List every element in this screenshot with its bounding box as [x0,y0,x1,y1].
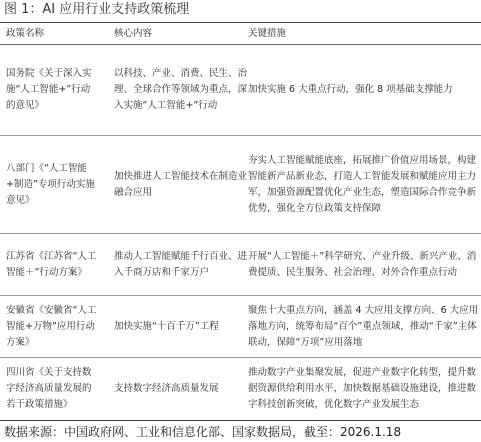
policy-name: 江苏省《江苏省“人工智能＋”行动方案》 [6,250,97,278]
table-row [0,234,481,296]
figure-title: 图 1：AI 应用行业支持政策梳理 [4,2,190,17]
header-policy-name-text: 政策名称 [6,27,45,39]
core-content-cell [114,136,254,233]
key-measures-cell [248,45,480,135]
policy-name: 四川省《关于支持数字经济高质量发展的若干政策措施》 [6,367,92,410]
policy-name-cell [6,296,98,357]
header-core-content-text: 核心内容 [114,27,153,39]
core-content: 加快推进人工智能技术在制造业融合应用 [114,170,248,198]
policy-name-cell [6,45,98,135]
key-measures-cell [248,234,480,295]
core-content-cell [114,234,254,295]
policy-name: 国务院《关于深入实施“人工智能+”行动的意见》 [6,68,92,111]
core-content-cell [114,358,254,420]
source-note: 数据来源：中国政府网、工业和信息化部、国家数据局，截至：2026.1.18 [4,425,402,439]
core-content: 加快实施“十百千万”工程 [114,320,219,332]
policy-table [0,22,481,421]
header-key-measures-text: 关键措施 [248,27,287,39]
table-row [0,136,481,234]
key-measures: 夯实人工智能赋能底座，拓展推广价值应用场景，构建智能新产品新业态，打造人工智能发展和赋能应用主力军，加强资源配置优化产业生态，塑造国际合作竞争新优势，强化全方位政策支持保障 [248,154,477,214]
key-measures: 加快实施 6 大重点行动，强化 8 项基础支撑能力 [248,84,453,95]
table-header-row [0,23,481,45]
policy-name: 八部门《“人工智能+制造”专项行动实施意见》 [6,162,95,206]
core-content: 推动人工智能赋能千行百业、进入千商万店和千家万户 [114,250,248,278]
policy-name-cell [6,358,98,420]
core-content-cell [114,296,254,357]
header-core-content [114,23,254,44]
table-row [0,296,481,358]
core-content-cell [114,45,254,135]
table-row [0,358,481,420]
key-measures: 聚焦十大重点方向，涵盖 4 大应用支撑方向、6 大应用落地方向，统筹布局“百个”重点领域，推动“千家”主体联动，保障“万项”应用落地 [248,304,479,348]
core-content: 以科技、产业、消费、民生、治理、全球合作等领域为重点，深入实施“人工智能+”行动 [114,68,248,111]
header-key-measures [248,23,480,44]
table-row [0,45,481,136]
key-measures: 推动数字产业集聚发展，促进产业数字化转型，提升数据资源供给利用水平，加快数据基础设施建设，推进数字科技创新突破，优化数字产业发展生态 [248,367,477,410]
policy-name: 安徽省《安徽省“人工智能+万物”应用行动方案》 [6,304,97,348]
key-measures-cell [248,136,480,233]
key-measures: 开展“人工智能＋”科学研究、产业升级、新兴产业、消费提质、民生服务、社会治理、对外合作重点行动 [248,250,477,278]
policy-name-cell [6,136,98,233]
key-measures-cell [248,358,480,420]
header-policy-name [6,23,98,44]
key-measures-cell [248,296,480,357]
core-content: 支持数字经济高质量发展 [114,383,219,394]
policy-name-cell [6,234,98,295]
